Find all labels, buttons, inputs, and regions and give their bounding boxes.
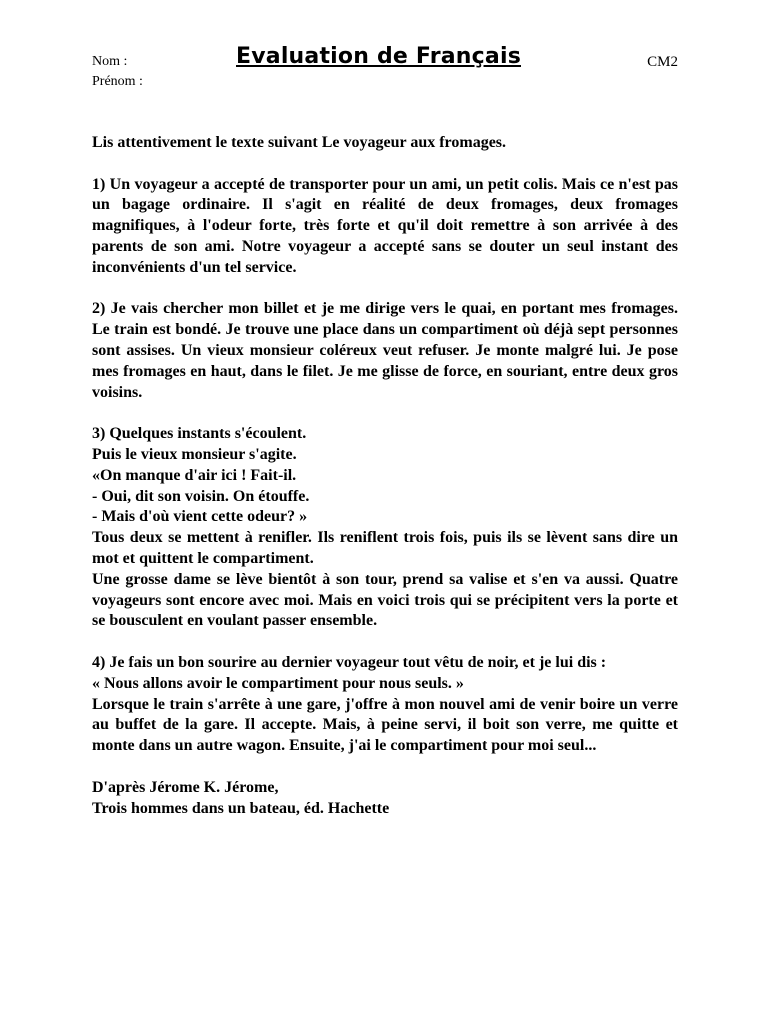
source-citation xyxy=(92,778,678,820)
paragraph-3 xyxy=(92,424,678,632)
paragraph-2: 2) Je vais chercher mon billet et je me dirige vers le quai, en portant mes fromages. Le train est bondé. Je trouve une place dans un compartiment où déjà sept personnes sont assises. Un vieux monsieur coléreux veut refuser. Je monte malgré lui. Je pose mes fromages en haut, dans le filet. Je me glisse de force, en souriant, entre deux gros voisins. xyxy=(92,300,678,401)
dialogue-line: - Mais d'où vient cette odeur? » xyxy=(92,508,308,526)
paragraph-3-text-2: Une grosse dame se lève bientôt à son tour, prend sa valise et s'en va aussi. Quatre voyageurs sont encore avec moi. Mais en voici trois qui se précipitent vers la porte et se bousculent en voulant passer ensemble. xyxy=(92,570,678,630)
worksheet-header xyxy=(92,44,678,94)
class-level: CM2 xyxy=(647,54,678,70)
paragraph-3-text-1: Tous deux se mettent à renifler. Ils reniflent trois fois, puis ils se lèvent sans dire un mot et quittent le compartiment. xyxy=(92,529,678,567)
paragraph-4 xyxy=(92,653,678,757)
dialogue-line: Puis le vieux monsieur s'agite. xyxy=(92,445,297,463)
source-book: Trois hommes dans un bateau, éd. Hachette xyxy=(92,799,390,817)
dialogue-line: 3) Quelques instants s'écoulent. xyxy=(92,425,307,443)
dialogue-line: «On manque d'air ici ! Fait-il. xyxy=(92,466,297,484)
spacer xyxy=(92,757,678,778)
instruction: Lis attentivement le texte suivant Le voyageur aux fromages. xyxy=(92,134,507,151)
nom-label: Nom : xyxy=(92,54,128,69)
source-author: D'après Jérome K. Jérome, xyxy=(92,778,279,796)
worksheet-content xyxy=(92,133,678,819)
spacer xyxy=(92,279,678,300)
dialogue-line: - Oui, dit son voisin. On étouffe. xyxy=(92,487,310,505)
spacer xyxy=(92,632,678,653)
paragraph-4-line-1: 4) Je fais un bon sourire au dernier voyageur tout vêtu de noir, et je lui dis : xyxy=(92,653,607,671)
spacer xyxy=(92,403,678,424)
spacer xyxy=(92,154,678,175)
paragraph-1: 1) Un voyageur a accepté de transporter pour un ami, un petit colis. Mais ce n'est pas un bagage ordinaire. Il s'agit en réalité de deux fromages, deux fromages magnifiques, à l'odeur forte, très forte et qu'il doit remettre à son arrivée à des parents de son ami. Notre voyageur a accepté sans se douter un seul instant des inconvénients d'un tel service. xyxy=(92,175,678,276)
page-title: Evaluation de Français xyxy=(236,44,521,69)
paragraph-4-line-2: « Nous allons avoir le compartiment pour nous seuls. » xyxy=(92,674,464,692)
prenom-label: Prénom : xyxy=(92,74,143,89)
paragraph-4-text: Lorsque le train s'arrête à une gare, j'offre à mon nouvel ami de venir boire un verre au buffet de la gare. Il accepte. Mais, à peine servi, il boit son verre, me quitte et monte dans un autre wagon. Ensuite, j'ai le compartiment pour moi seul... xyxy=(92,695,678,755)
